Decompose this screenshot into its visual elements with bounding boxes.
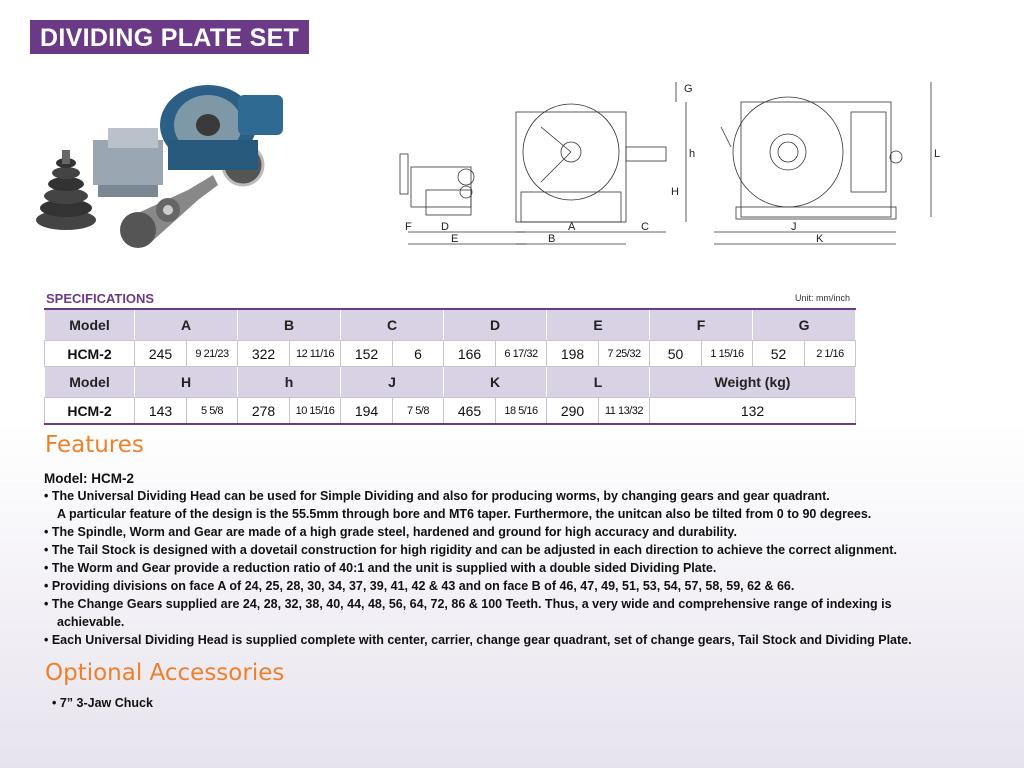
mm-cell: 166 xyxy=(444,341,496,367)
accessory-item: • 7” 3-Jaw Chuck xyxy=(52,696,153,710)
features-model-line: Model: HCM-2 xyxy=(44,471,134,486)
features-heading: Features xyxy=(45,432,144,458)
header-cell: Weight (kg) xyxy=(650,367,856,398)
table-header-row xyxy=(45,309,856,341)
dimension-drawing xyxy=(396,72,942,254)
model-cell: HCM-2 xyxy=(45,341,135,367)
inch-cell: 5 5/8 xyxy=(187,398,238,425)
dim-label-l: L xyxy=(934,148,941,160)
table-row xyxy=(45,341,856,367)
header-cell: J xyxy=(341,367,444,398)
mm-cell: 465 xyxy=(444,398,496,425)
dim-label-e: E xyxy=(451,233,459,245)
dim-label-h-upper: H xyxy=(671,186,679,198)
feature-item: • The Universal Dividing Head can be used for Simple Dividing and also for producing worms, by changing gears and gear quadrant. xyxy=(44,489,830,503)
feature-item: • The Spindle, Worm and Gear are made of a high grade steel, hardened and ground for high accuracy and durability. xyxy=(44,525,737,539)
feature-item: • Each Universal Dividing Head is supplied complete with center, carrier, change gear quadrant, set of change gears, Tail Stock and Dividing Plate. xyxy=(44,633,912,647)
header-cell: F xyxy=(650,309,753,341)
inch-cell: 7 5/8 xyxy=(393,398,444,425)
feature-item: • Providing divisions on face A of 24, 25, 28, 30, 34, 37, 39, 41, 42 & 43 and on face B of 46, 47, 49, 51, 53, 54, 57, 58, 59, 62 & 66. xyxy=(44,579,795,593)
header-cell: G xyxy=(753,309,856,341)
header-cell: C xyxy=(341,309,444,341)
header-cell: Model xyxy=(45,309,135,341)
feature-item: • The Worm and Gear provide a reduction ratio of 40:1 and the unit is supplied with a double sided Dividing Plate. xyxy=(44,561,717,575)
mm-cell: 143 xyxy=(135,398,187,425)
model-cell: HCM-2 xyxy=(45,398,135,425)
dim-label-h-lower: h xyxy=(689,148,696,160)
header-cell: h xyxy=(238,367,341,398)
header-cell: B xyxy=(238,309,341,341)
specifications-table xyxy=(44,308,856,425)
inch-cell: 12 11/16 xyxy=(290,341,341,367)
mm-cell: 198 xyxy=(547,341,599,367)
header-cell: Model xyxy=(45,367,135,398)
feature-item: achievable. xyxy=(57,615,125,629)
feature-item: • The Change Gears supplied are 24, 28, 32, 38, 40, 44, 48, 56, 64, 72, 86 & 100 Teeth. Thus, a very wide and comprehensive range of indexing is xyxy=(44,597,892,611)
dim-label-j: J xyxy=(791,221,797,233)
header-cell: H xyxy=(135,367,238,398)
mm-cell: 322 xyxy=(238,341,290,367)
mm-cell: 50 xyxy=(650,341,702,367)
mm-cell: 290 xyxy=(547,398,599,425)
dim-label-c: C xyxy=(641,221,649,233)
inch-cell: 1 15/16 xyxy=(702,341,753,367)
header-cell: E xyxy=(547,309,650,341)
inch-cell: 10 15/16 xyxy=(290,398,341,425)
dim-label-d: D xyxy=(441,221,449,233)
dim-label-a: A xyxy=(568,221,576,233)
dim-label-k: K xyxy=(816,233,824,245)
feature-item: A particular feature of the design is the 55.5mm through bore and MT6 taper. Furthermore, the unitcan also be tilted from 0 to 90 degrees. xyxy=(57,507,872,521)
features-list xyxy=(44,471,1019,649)
mm-cell: 52 xyxy=(753,341,805,367)
table-header-row xyxy=(45,367,856,398)
feature-item: • The Tail Stock is designed with a dovetail construction for high rigidity and can be adjusted in each direction to achieve the correct alignment. xyxy=(44,543,897,557)
inch-cell: 6 xyxy=(393,341,444,367)
header-cell: D xyxy=(444,309,547,341)
dim-label-b: B xyxy=(548,233,556,245)
inch-cell: 11 13/32 xyxy=(599,398,650,425)
unit-note: Unit: mm/inch xyxy=(795,293,851,303)
product-photo xyxy=(28,70,288,265)
mm-cell: 194 xyxy=(341,398,393,425)
header-cell: L xyxy=(547,367,650,398)
inch-cell: 2 1/16 xyxy=(805,341,856,367)
header-cell: A xyxy=(135,309,238,341)
page-title: DIVIDING PLATE SET xyxy=(30,20,309,54)
accessories-heading: Optional Accessories xyxy=(45,660,285,686)
dim-label-f: F xyxy=(405,221,412,233)
mm-cell: 152 xyxy=(341,341,393,367)
header-cell: K xyxy=(444,367,547,398)
table-row xyxy=(45,398,856,425)
inch-cell: 6 17/32 xyxy=(496,341,547,367)
dim-label-g: G xyxy=(684,83,693,95)
mm-cell: 278 xyxy=(238,398,290,425)
specifications-title: SPECIFICATIONS xyxy=(46,291,155,306)
mm-cell: 245 xyxy=(135,341,187,367)
inch-cell: 7 25/32 xyxy=(599,341,650,367)
weight-cell: 132 xyxy=(650,398,856,425)
inch-cell: 9 21/23 xyxy=(187,341,238,367)
inch-cell: 18 5/16 xyxy=(496,398,547,425)
